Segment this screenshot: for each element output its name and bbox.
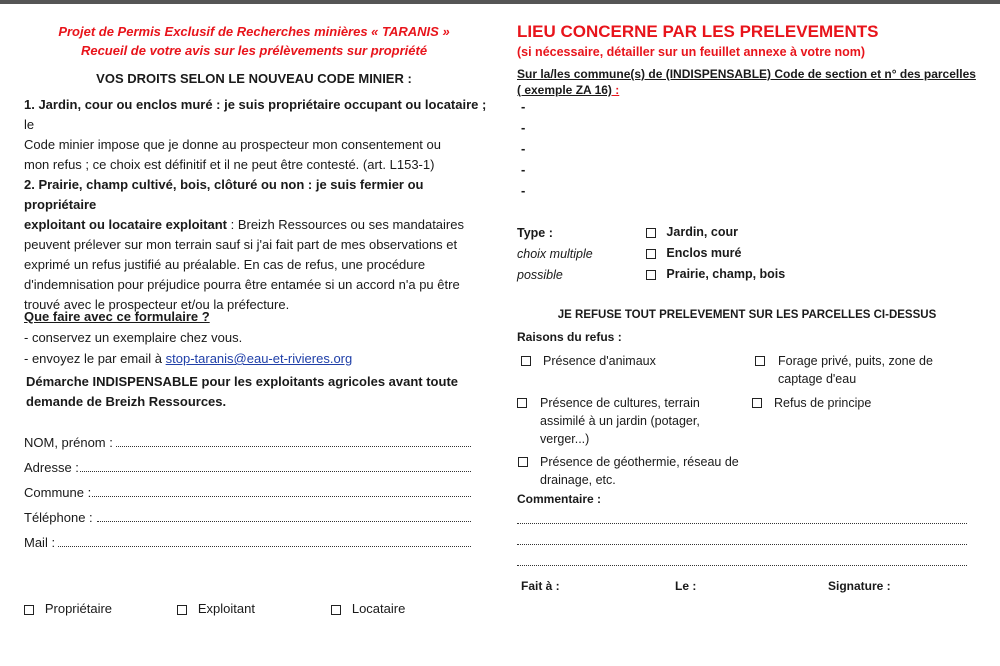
comment-label: Commentaire : [517,492,602,506]
type-garden-checkbox[interactable] [646,228,656,238]
top-border [0,0,1000,4]
type-note-possible: possible [517,268,563,282]
comment-line-3[interactable] [517,565,967,566]
field-commune-input[interactable] [92,496,471,497]
reason-animals-label: Présence d'animaux [543,354,656,368]
parcel-entry-3[interactable]: - [521,141,526,156]
reason-cultures-checkbox[interactable] [517,398,527,408]
comment-line-2[interactable] [517,544,967,545]
email-link[interactable]: stop-taranis@eau-et-rivieres.org [165,351,353,366]
comment-line-1[interactable] [517,523,967,524]
parcel-instructions: Sur la/les commune(s) de (INDISPENSABLE) Code de section et n° des parcelles ( exemple ZA 16) : [517,67,976,97]
reason-well-label: Forage privé, puits, zone de captage d'eau [778,354,933,386]
parcel-entry-2[interactable]: - [521,120,526,135]
rights-heading: VOS DROITS SELON LE NOUVEAU CODE MINIER : [96,71,412,86]
reason-principle-checkbox[interactable] [752,398,762,408]
parcel-entry-5[interactable]: - [521,183,526,198]
location-title: LIEU CONCERNE PAR LES PRELEVEMENTS [517,22,879,41]
parcel-entry-4[interactable]: - [521,162,526,177]
howto-heading: Que faire avec ce formulaire ? [24,309,210,324]
reason-animals-checkbox[interactable] [521,356,531,366]
project-title: Projet de Permis Exclusif de Recherches minières « TARANIS » Recueil de votre avis sur les prélèvements sur propriété [58,24,450,58]
tenant-checkbox[interactable] [331,605,341,615]
status-farmer[interactable]: Exploitant [177,599,255,619]
field-phone-label: Téléphone : [24,510,93,525]
type-garden[interactable]: Jardin, cour [646,225,738,239]
type-meadow[interactable]: Prairie, champ, bois [646,267,785,281]
reason-geothermal-label: Présence de géothermie, réseau de drainage, etc. [540,455,739,487]
signature-label: Signature : [828,579,891,593]
field-commune-label: Commune : [24,485,92,500]
reason-cultures-label: Présence de cultures, terrain assimilé à un jardin (potager, verger...) [540,396,700,446]
date-label: Le : [675,579,697,593]
field-phone-input[interactable] [97,521,471,522]
mandatory-note: Démarche INDISPENSABLE pour les exploitants agricoles avant toute demande de Breizh Ressources. [26,374,459,409]
owner-checkbox[interactable] [24,605,34,615]
howto-keep: - conservez un exemplaire chez vous. [24,330,243,345]
field-address-label: Adresse : [24,460,79,475]
field-name-input[interactable] [116,446,471,447]
refuse-heading: JE REFUSE TOUT PRELEVEMENT SUR LES PARCELLES CI-DESSUS [557,309,937,321]
field-mail-label: Mail : [24,535,56,550]
parcel-entry-1[interactable]: - [521,99,526,114]
status-tenant[interactable]: Locataire [331,599,405,619]
field-address-input[interactable] [80,471,471,472]
case-garden: 1. Jardin, cour ou enclos muré : je suis propriétaire occupant ou locataire ; le Code minier impose que je donne au prospecteur mon consentement ou mon refus ; ce choix est définitif et il ne peut être contesté. (art. L153-1) [24,97,487,172]
type-enclosure-checkbox[interactable] [646,249,656,259]
farmer-checkbox[interactable] [177,605,187,615]
type-note-multiple: choix multiple [517,247,593,261]
reasons-label: Raisons du refus : [517,330,622,344]
howto-send: - envoyez le par email à stop-taranis@eau-et-rivieres.org [24,351,353,366]
status-owner[interactable]: Propriétaire [24,599,112,619]
field-mail-input[interactable] [58,546,471,547]
case-field: 2. Prairie, champ cultivé, bois, clôturé ou non : je suis fermier ou propriétaire exploitant ou locataire exploitant : Breizh Ressources ou ses mandataires peuvent prélever sur mon terrain sauf si j'ai fait part de mes observations et exprimé un refus justifié au préalable. En cas de refus, une procédure d'indemnisation pour préjudice pourra être entamée si un accord n'a pu être trouvé avec le prospecteur et/ou la préfecture. [24,177,464,312]
reason-principle-label: Refus de principe [774,396,872,410]
done-at-label: Fait à : [521,579,560,593]
type-label: Type : [517,226,553,240]
type-enclosure[interactable]: Enclos muré [646,246,741,260]
field-name-label: NOM, prénom : [24,435,113,450]
location-subtitle: (si nécessaire, détailler sur un feuillet annexe à votre nom) [517,45,866,59]
type-meadow-checkbox[interactable] [646,270,656,280]
reason-well-checkbox[interactable] [755,356,765,366]
case-garden-title: 1. Jardin, cour ou enclos muré : je suis propriétaire occupant ou locataire ; [24,97,487,112]
reason-geothermal-checkbox[interactable] [518,457,528,467]
